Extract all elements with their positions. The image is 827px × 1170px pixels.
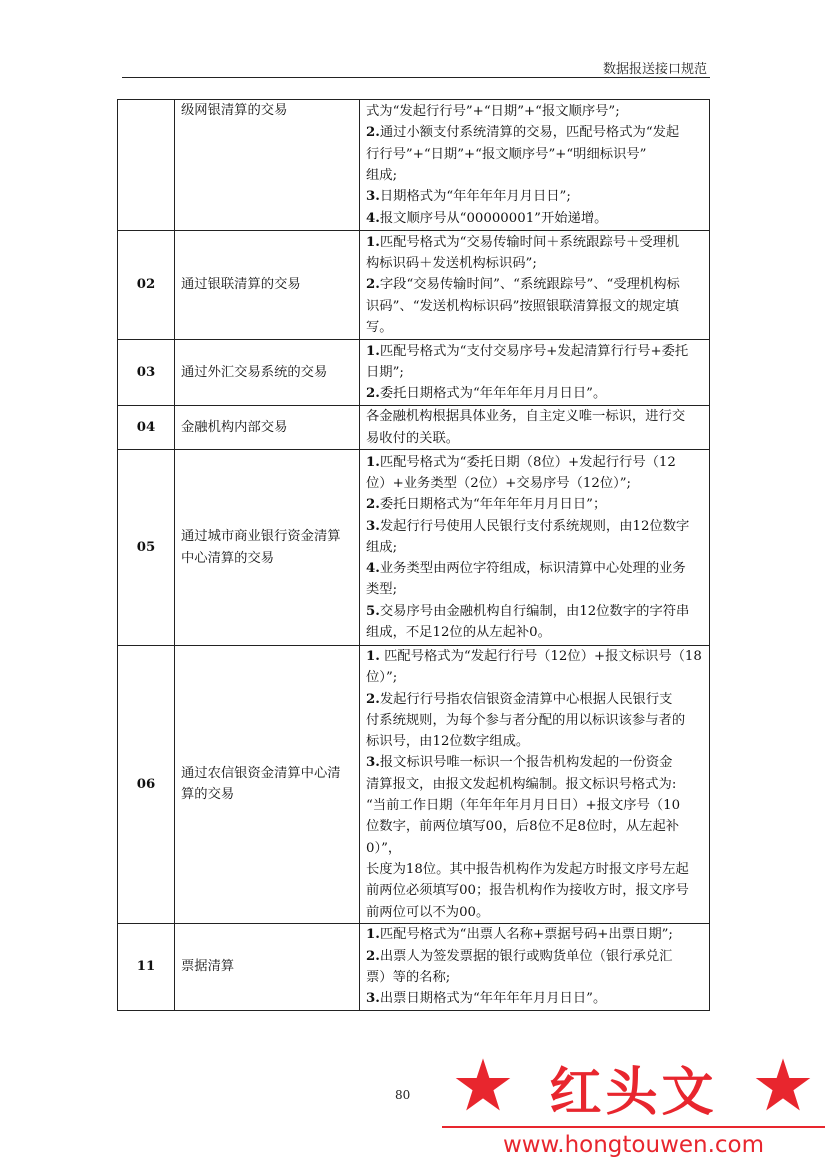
line-text: 交易序号由金融机构自行编制，由12位数字的字符串 — [379, 603, 690, 619]
item-number: 1. — [366, 927, 380, 943]
table-row — [118, 450, 710, 646]
item-number: 2. — [366, 948, 380, 964]
item-number: 5. — [366, 603, 380, 619]
description-line — [366, 646, 703, 667]
description-line — [366, 816, 703, 859]
description-line — [366, 317, 703, 338]
description-line — [366, 516, 703, 537]
description-line — [366, 795, 703, 816]
description-line — [366, 122, 703, 143]
description-line — [366, 924, 703, 945]
row-description — [360, 923, 710, 1010]
watermark-url: www.hongtouwen.com — [502, 1132, 765, 1158]
line-text: 出票日期格式为“年年年年月月日日”。 — [379, 991, 607, 1007]
row-description — [360, 646, 710, 924]
description-line — [366, 579, 703, 600]
line-text: 匹配号格式为“交易传输时间＋系统跟踪号＋受理机 — [379, 234, 680, 250]
description-line — [366, 406, 703, 427]
line-text: 行行号”+“日期”+“报文顺序号”+“明细标识号” — [366, 146, 647, 162]
row-name: 票据清算 — [175, 923, 360, 1010]
item-number: 2. — [366, 691, 380, 707]
item-number: 4. — [366, 210, 380, 226]
header-title: 数据报送接口规范 — [603, 62, 708, 77]
item-number: 2. — [366, 497, 380, 513]
spec-table — [117, 99, 710, 1011]
description-line — [366, 667, 703, 688]
table-row — [118, 646, 710, 924]
line-text: 报文标识号唯一标识一个报告机构发起的一份资金 — [379, 755, 673, 771]
description-line — [366, 689, 703, 710]
description-line — [366, 988, 703, 1009]
row-description — [360, 340, 710, 406]
item-number: 1. — [366, 454, 380, 470]
page-number: 80 — [395, 1088, 411, 1102]
description-line — [366, 428, 703, 449]
line-text: 日期格式为“年年年年月月日日”; — [379, 189, 571, 205]
line-text: 长度为18位。其中报告机构作为发起方时报文序号左起 — [366, 861, 689, 877]
line-text: 报文顺序号从“00000001”开始递增。 — [379, 210, 608, 226]
line-text: 通过小额支付系统清算的交易，匹配号格式为“发起 — [379, 125, 680, 141]
item-number: 3. — [366, 189, 380, 205]
row-name: 通过农信银资金清算中心清算的交易 — [175, 646, 360, 924]
line-text: 委托日期格式为“年年年年月月日日”； — [379, 497, 607, 513]
description-line — [366, 274, 703, 295]
description-line — [366, 558, 703, 579]
line-text: 式为“发起行行号”+“日期”+“报文顺序号”; — [366, 104, 620, 120]
line-text: 匹配号格式为“委托日期（8位）+发起行行号（12 — [379, 454, 676, 470]
description-line — [366, 880, 703, 901]
description-line — [366, 473, 703, 494]
table-row — [118, 100, 710, 231]
line-text: 发起行行号使用人民银行支付系统规则，由12位数字 — [379, 518, 690, 534]
row-name: 通过银联清算的交易 — [175, 231, 360, 340]
line-text: 标识号，由12位数字组成。 — [366, 734, 530, 750]
line-text: 类型; — [366, 582, 398, 598]
description-line — [366, 731, 703, 752]
description-line — [366, 774, 703, 795]
description-line — [366, 537, 703, 558]
line-text: 位）”; — [366, 670, 398, 686]
description-line — [366, 144, 703, 165]
line-text: 组成; — [366, 168, 398, 183]
watermark-title: 红头文 — [549, 1063, 718, 1123]
description-line — [366, 710, 703, 731]
line-text: 委托日期格式为“年年年年月月日日”。 — [379, 386, 607, 402]
row-name: 级网银清算的交易 — [175, 100, 360, 231]
row-code: 02 — [118, 231, 175, 340]
row-description — [360, 406, 710, 450]
description-line — [366, 232, 703, 253]
line-text: 匹配号格式为“发起行行号（12位）+报文标识号（18 — [379, 649, 702, 664]
description-line — [366, 601, 703, 622]
item-number: 2. — [366, 277, 380, 293]
item-number: 2. — [366, 125, 380, 141]
line-text: 写。 — [366, 319, 393, 335]
item-number: 4. — [366, 561, 380, 577]
item-number: 1. — [366, 649, 380, 664]
line-text: 组成，不足12位的从左起补0。 — [366, 625, 551, 641]
description-line — [366, 902, 703, 923]
description-line — [366, 362, 703, 383]
row-description — [360, 450, 710, 646]
table-row — [118, 406, 710, 450]
description-line — [366, 253, 703, 274]
line-text: 付系统规则，为每个参与者分配的用以标识该参与者的 — [366, 712, 686, 728]
item-number: 3. — [366, 755, 380, 771]
table-row — [118, 231, 710, 340]
row-name: 通过外汇交易系统的交易 — [175, 340, 360, 406]
description-line — [366, 622, 703, 643]
line-text: 前两位可以不为00。 — [366, 904, 490, 920]
line-text: 日期”; — [366, 364, 404, 380]
line-text: 发起行行号指农信银资金清算中心根据人民银行支 — [379, 691, 673, 707]
row-description — [360, 231, 710, 340]
description-line — [366, 494, 703, 515]
line-text: 各金融机构根据具体业务，自主定义唯一标识，进行交 — [366, 409, 686, 425]
watermark-rule — [442, 1126, 825, 1128]
row-code: 04 — [118, 406, 175, 450]
line-text: 票）等的名称; — [366, 969, 451, 985]
star-icon — [754, 1056, 812, 1114]
table-row — [118, 340, 710, 406]
line-text: 业务类型由两位字符组成，标识清算中心处理的业务 — [379, 561, 686, 577]
header-rule — [122, 77, 710, 78]
row-code: 05 — [118, 450, 175, 646]
description-line — [366, 383, 703, 404]
line-text: “当前工作日期（年年年年月月日日）+报文序号（10 — [366, 798, 681, 814]
line-text: 前两位必须填写00；报告机构作为接收方时，报文序号 — [366, 883, 689, 899]
description-line — [366, 859, 703, 880]
description-line — [366, 101, 703, 122]
line-text: 易收付的关联。 — [366, 430, 460, 446]
item-number: 2. — [366, 386, 380, 402]
line-text: 组成; — [366, 539, 398, 555]
table-row — [118, 923, 710, 1010]
description-line — [366, 967, 703, 988]
description-line — [366, 165, 703, 186]
line-text: 匹配号格式为“支付交易序号+发起清算行行号+委托 — [379, 343, 689, 359]
row-name: 金融机构内部交易 — [175, 406, 360, 450]
row-name: 通过城市商业银行资金清算中心清算的交易 — [175, 450, 360, 646]
line-text: 位数字，前两位填写00，后8位不足8位时，从左起补0）”， — [366, 819, 680, 856]
row-code: 11 — [118, 923, 175, 1010]
description-line — [366, 208, 703, 229]
description-line — [366, 341, 703, 362]
line-text: 构标识码＋发送机构标识码”; — [366, 256, 537, 272]
item-number: 3. — [366, 518, 380, 534]
row-code — [118, 100, 175, 231]
item-number: 3. — [366, 991, 380, 1007]
line-text: 字段“交易传输时间”、“系统跟踪号”、“受理机构标 — [379, 277, 680, 293]
line-text: 匹配号格式为“出票人名称+票据号码+出票日期”; — [379, 927, 673, 943]
row-code: 06 — [118, 646, 175, 924]
description-line — [366, 946, 703, 967]
spec-table-body — [118, 100, 710, 1011]
description-line — [366, 452, 703, 473]
watermark — [440, 1050, 827, 1170]
line-text: 位）+业务类型（2位）+交易序号（12位）”; — [366, 475, 632, 491]
line-text: 清算报文，由报文发起机构编制。报文标识号格式为: — [366, 776, 677, 792]
description-line — [366, 752, 703, 773]
line-text: 出票人为签发票据的银行或购货单位（银行承兑汇 — [379, 948, 673, 964]
item-number: 1. — [366, 234, 380, 250]
line-text: 识码”、“发送机构标识码”按照银联清算报文的规定填 — [366, 298, 679, 314]
description-line — [366, 186, 703, 207]
description-line — [366, 296, 703, 317]
row-code: 03 — [118, 340, 175, 406]
row-description — [360, 100, 710, 231]
item-number: 1. — [366, 343, 380, 359]
